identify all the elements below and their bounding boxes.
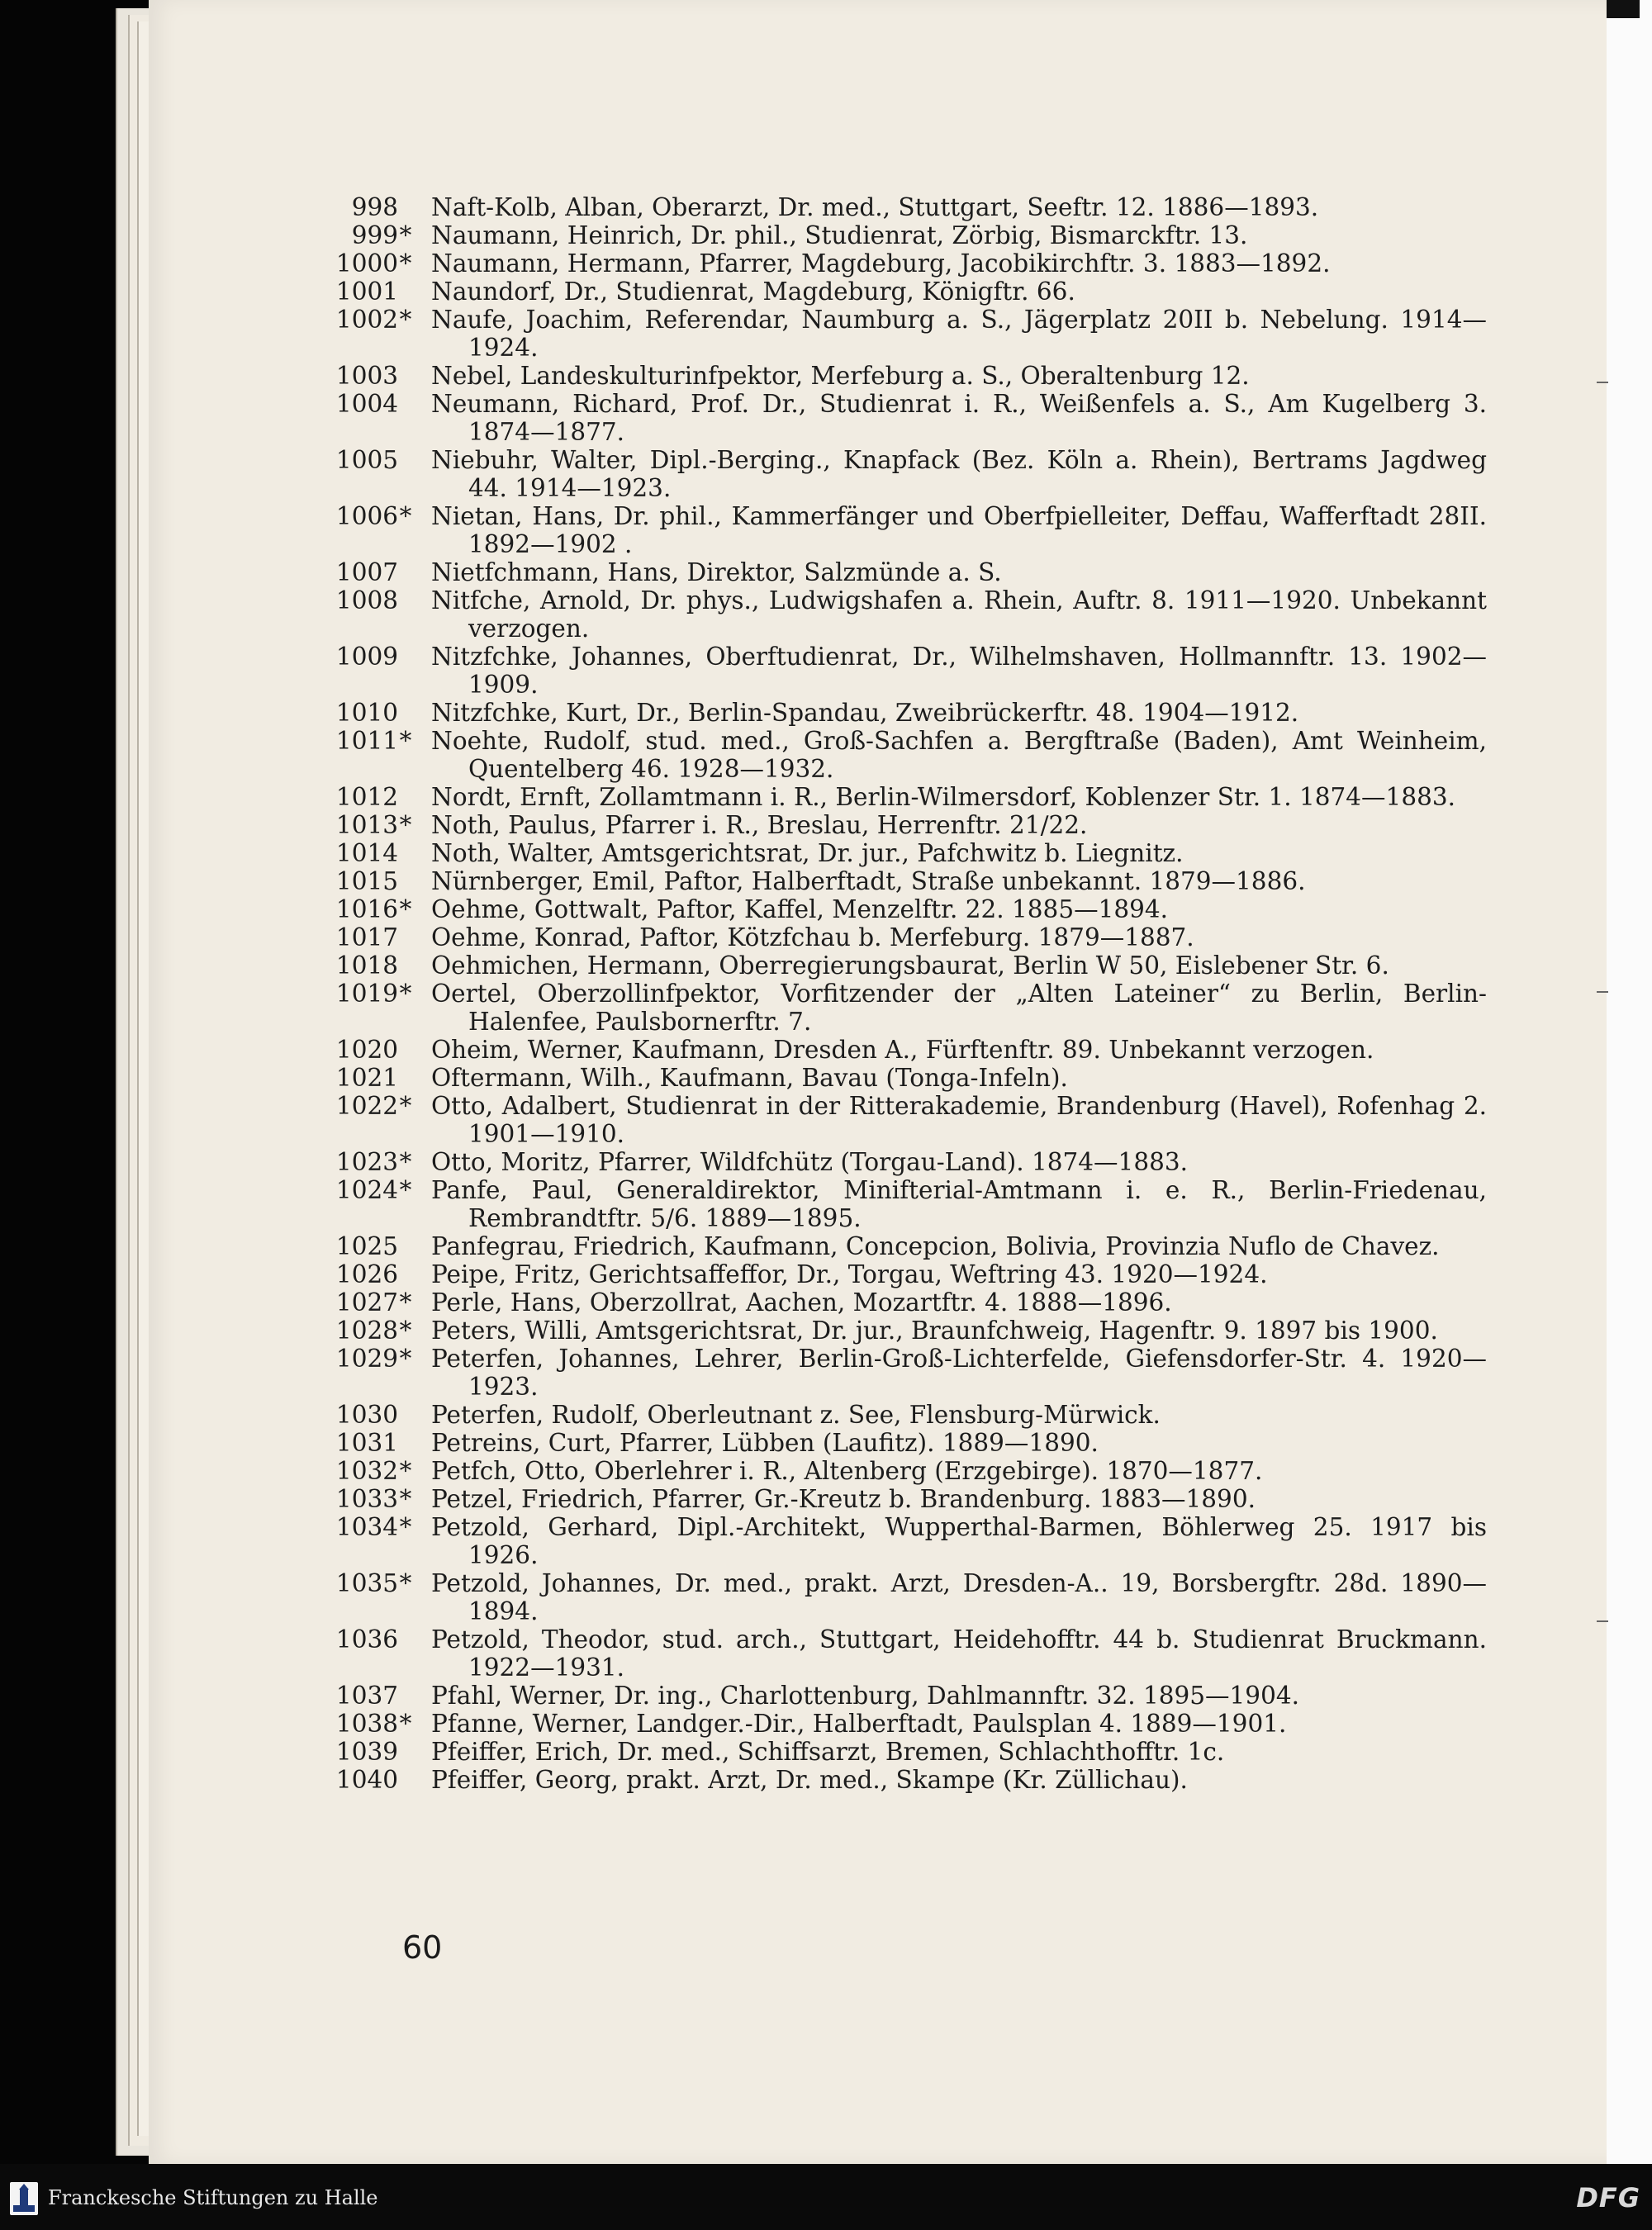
list-item xyxy=(330,1317,1487,1345)
entry-number xyxy=(330,1485,413,1513)
entry-number xyxy=(330,390,413,418)
list-item xyxy=(330,1288,1487,1317)
list-item xyxy=(330,1345,1487,1401)
list-item xyxy=(330,839,1487,867)
entry-number-value: 1002 xyxy=(335,306,398,334)
entry-text: Noth, Walter, Amtsgerichtsrat, Dr. jur., Pafchwitz b. Liegnitz. xyxy=(431,839,1184,867)
entry-number-value: 1018 xyxy=(335,951,398,980)
entry-number xyxy=(330,306,413,334)
entry-number-value: 1011 xyxy=(335,727,398,755)
entry-number xyxy=(330,1148,413,1176)
entry-number xyxy=(330,221,413,249)
entry-text: Naufe, Joachim, Referendar, Naumburg a. S., Jägerplatz 20II b. Nebelung. 1914—1924. xyxy=(431,306,1487,362)
entry-number-value: 1028 xyxy=(335,1317,398,1345)
entry-number xyxy=(330,1738,413,1766)
entry-number-value: 1038 xyxy=(335,1710,398,1738)
list-item xyxy=(330,558,1487,586)
deceased-marker: * xyxy=(399,727,412,755)
list-item xyxy=(330,1401,1487,1429)
entry-number xyxy=(330,558,413,586)
deceased-marker: * xyxy=(399,1092,412,1120)
list-item xyxy=(330,1766,1487,1794)
list-item xyxy=(330,895,1487,923)
deceased-marker: * xyxy=(399,1457,412,1485)
list-item xyxy=(330,1429,1487,1457)
list-item xyxy=(330,1569,1487,1625)
list-item xyxy=(330,1036,1487,1064)
entry-text: Nitzfchke, Kurt, Dr., Berlin-Spandau, Zweibrückerftr. 48. 1904—1912. xyxy=(431,699,1299,727)
entry-text: Petzel, Friedrich, Pfarrer, Gr.-Kreutz b. Brandenburg. 1883—1890. xyxy=(431,1485,1256,1513)
list-item xyxy=(330,249,1487,278)
entry-number xyxy=(330,811,413,839)
entry-text: Nürnberger, Emil, Paftor, Halberftadt, Straße unbekannt. 1879—1886. xyxy=(431,867,1306,895)
entry-text: Naumann, Hermann, Pfarrer, Magdeburg, Jacobikirchftr. 3. 1883—1892. xyxy=(431,249,1331,278)
entry-number xyxy=(330,895,413,923)
list-item xyxy=(330,1485,1487,1513)
deceased-marker: * xyxy=(399,1148,412,1176)
entry-text: Nebel, Landeskulturinfpektor, Merfeburg a. S., Oberaltenburg 12. xyxy=(431,362,1250,390)
entry-text: Noehte, Rudolf, stud. med., Groß-Sachfen a. Bergftraße (Baden), Amt Weinheim, Quentelberg 46. 1928—1932. xyxy=(431,727,1487,783)
deceased-marker: * xyxy=(399,1345,412,1373)
entry-text: Oftermann, Wilh., Kaufmann, Bavau (Tonga-Infeln). xyxy=(431,1064,1068,1092)
entry-number-value: 1039 xyxy=(335,1738,398,1766)
list-item xyxy=(330,980,1487,1036)
list-item xyxy=(330,1148,1487,1176)
entry-text: Petzold, Johannes, Dr. med., prakt. Arzt, Dresden-A.. 19, Borsbergftr. 28d. 1890—1894. xyxy=(431,1569,1487,1625)
deceased-marker: * xyxy=(399,306,412,334)
entry-text: Pfanne, Werner, Landger.-Dir., Halberftadt, Paulsplan 4. 1889—1901. xyxy=(431,1710,1287,1738)
entry-number-value: 1030 xyxy=(335,1401,398,1429)
entry-number-value: 1021 xyxy=(335,1064,398,1092)
entry-text: Peters, Willi, Amtsgerichtsrat, Dr. jur., Braunfchweig, Hagenftr. 9. 1897 bis 1900. xyxy=(431,1317,1438,1345)
entry-text: Nordt, Ernft, Zollamtmann i. R., Berlin-Wilmersdorf, Koblenzer Str. 1. 1874—1883. xyxy=(431,783,1456,811)
list-item xyxy=(330,1513,1487,1569)
entry-number xyxy=(330,867,413,895)
entry-number xyxy=(330,1682,413,1710)
entry-text: Peterfen, Johannes, Lehrer, Berlin-Groß-Lichterfelde, Giefensdorfer-Str. 4. 1920—1923. xyxy=(431,1345,1487,1401)
entry-number-value: 1019 xyxy=(335,980,398,1008)
entry-number xyxy=(330,1317,413,1345)
entry-number-value: 1000 xyxy=(335,249,398,278)
deceased-marker: * xyxy=(399,249,412,278)
entry-number-value: 1015 xyxy=(335,867,398,895)
entry-number-value: 1013 xyxy=(335,811,398,839)
entry-number xyxy=(330,249,413,278)
entry-text: Nietan, Hans, Dr. phil., Kammerfänger und Oberfpielleiter, Deffau, Wafferftadt 28II. 1892—1902 . xyxy=(431,502,1487,558)
entry-number xyxy=(330,1176,413,1204)
entry-number-value: 1008 xyxy=(335,586,398,614)
entry-text: Nietfchmann, Hans, Direktor, Salzmünde a. S. xyxy=(431,558,1002,586)
list-item xyxy=(330,783,1487,811)
entry-text: Otto, Moritz, Pfarrer, Wildfchütz (Torgau-Land). 1874—1883. xyxy=(431,1148,1189,1176)
entry-number xyxy=(330,446,413,474)
entry-number xyxy=(330,1401,413,1429)
entry-number-value: 998 xyxy=(351,193,398,221)
margin-tick xyxy=(1597,1620,1608,1622)
entry-number-value: 1033 xyxy=(335,1485,398,1513)
entry-number-value: 1035 xyxy=(335,1569,398,1597)
page-corner xyxy=(1607,0,1640,18)
entry-text: Pfeiffer, Erich, Dr. med., Schiffsarzt, Bremen, Schlachthofftr. 1c. xyxy=(431,1738,1225,1766)
deceased-marker: * xyxy=(399,1176,412,1204)
entry-number-value: 1006 xyxy=(335,502,398,530)
entry-number-value: 1001 xyxy=(335,278,398,306)
entry-text: Pfahl, Werner, Dr. ing., Charlottenburg, Dahlmannftr. 32. 1895—1904. xyxy=(431,1682,1299,1710)
entry-number xyxy=(330,980,413,1008)
entry-text: Niebuhr, Walter, Dipl.-Berging., Knapfack (Bez. Köln a. Rhein), Bertrams Jagdweg 44. 1914—1923. xyxy=(431,446,1487,502)
entry-number-value: 1017 xyxy=(335,923,398,951)
entry-number xyxy=(330,1036,413,1064)
list-item xyxy=(330,1682,1487,1710)
entry-number xyxy=(330,951,413,980)
entry-number xyxy=(330,1092,413,1120)
entry-number xyxy=(330,1260,413,1288)
list-item xyxy=(330,1176,1487,1232)
entry-number xyxy=(330,1429,413,1457)
list-item xyxy=(330,502,1487,558)
entry-text: Oheim, Werner, Kaufmann, Dresden A., Fürftenftr. 89. Unbekannt verzogen. xyxy=(431,1036,1374,1064)
entry-text: Nitfche, Arnold, Dr. phys., Ludwigshafen a. Rhein, Auftr. 8. 1911—1920. Unbekannt verzogen. xyxy=(431,586,1487,643)
entry-number-value: 1037 xyxy=(335,1682,398,1710)
entry-number-value: 1003 xyxy=(335,362,398,390)
entry-number xyxy=(330,1766,413,1794)
deceased-marker: * xyxy=(399,980,412,1008)
entry-number xyxy=(330,699,413,727)
entry-text: Peipe, Fritz, Gerichtsaffeffor, Dr., Torgau, Weftring 43. 1920—1924. xyxy=(431,1260,1268,1288)
viewer-footer xyxy=(0,2164,1652,2230)
deceased-marker: * xyxy=(399,895,412,923)
list-item xyxy=(330,699,1487,727)
entry-number-value: 1026 xyxy=(335,1260,398,1288)
deceased-marker: * xyxy=(399,811,412,839)
entry-number-value: 1034 xyxy=(335,1513,398,1541)
deceased-marker: * xyxy=(399,221,412,249)
entry-number xyxy=(330,1513,413,1541)
list-item xyxy=(330,306,1487,362)
entry-number-value: 1009 xyxy=(335,643,398,671)
entry-text: Perle, Hans, Oberzollrat, Aachen, Mozartftr. 4. 1888—1896. xyxy=(431,1288,1172,1317)
list-item xyxy=(330,867,1487,895)
deceased-marker: * xyxy=(399,502,412,530)
entry-number xyxy=(330,502,413,530)
deceased-marker: * xyxy=(399,1569,412,1597)
entry-number xyxy=(330,783,413,811)
entry-number-value: 1010 xyxy=(335,699,398,727)
list-item xyxy=(330,923,1487,951)
entry-text: Nitzfchke, Johannes, Oberftudienrat, Dr., Wilhelmshaven, Hollmannftr. 13. 1902—1909. xyxy=(431,643,1487,699)
entry-number-value: 1020 xyxy=(335,1036,398,1064)
entry-number-value: 1025 xyxy=(335,1232,398,1260)
right-margin-strip xyxy=(1607,0,1652,2164)
entry-number xyxy=(330,362,413,390)
deceased-marker: * xyxy=(399,1485,412,1513)
entry-text: Oehme, Gottwalt, Paftor, Kaffel, Menzelftr. 22. 1885—1894. xyxy=(431,895,1169,923)
deceased-marker: * xyxy=(399,1288,412,1317)
entry-number xyxy=(330,1569,413,1597)
list-item xyxy=(330,278,1487,306)
entry-text: Oehmichen, Hermann, Oberregierungsbaurat, Berlin W 50, Eislebener Str. 6. xyxy=(431,951,1389,980)
deceased-marker: * xyxy=(399,1317,412,1345)
deceased-marker: * xyxy=(399,1513,412,1541)
entry-number xyxy=(330,1457,413,1485)
entry-number-value: 1027 xyxy=(335,1288,398,1317)
entry-text: Otto, Adalbert, Studienrat in der Ritterakademie, Brandenburg (Havel), Rofenhag 2. 1901—1910. xyxy=(431,1092,1487,1148)
entry-number xyxy=(330,586,413,614)
entry-text: Panfe, Paul, Generaldirektor, Minifterial-Amtmann i. e. R., Berlin-Friedenau, Rembrandtftr. 5/6. 1889—1895. xyxy=(431,1176,1487,1232)
entry-number xyxy=(330,839,413,867)
entry-number xyxy=(330,923,413,951)
entry-number-value: 1016 xyxy=(335,895,398,923)
entry-text: Petreins, Curt, Pfarrer, Lübben (Laufitz). 1889—1890. xyxy=(431,1429,1099,1457)
entry-number-value: 1036 xyxy=(335,1625,398,1654)
list-item xyxy=(330,362,1487,390)
entry-number xyxy=(330,1064,413,1092)
entry-text: Petfch, Otto, Oberlehrer i. R., Altenberg (Erzgebirge). 1870—1877. xyxy=(431,1457,1263,1485)
entry-number-value: 1007 xyxy=(335,558,398,586)
entry-number-value: 999 xyxy=(351,221,398,249)
list-item xyxy=(330,586,1487,643)
entry-number xyxy=(330,1232,413,1260)
entry-text: Petzold, Gerhard, Dipl.-Architekt, Wupperthal-Barmen, Böhlerweg 25. 1917 bis 1926. xyxy=(431,1513,1487,1569)
entry-number xyxy=(330,1288,413,1317)
list-item xyxy=(330,1232,1487,1260)
deceased-marker: * xyxy=(399,1710,412,1738)
list-item xyxy=(330,390,1487,446)
entry-number xyxy=(330,643,413,671)
list-item xyxy=(330,1625,1487,1682)
entry-text: Oertel, Oberzollinfpektor, Vorfitzender der „Alten Lateiner“ zu Berlin, Berlin-Halenfee, Paulsbornerftr. 7. xyxy=(431,980,1487,1036)
list-item xyxy=(330,1738,1487,1766)
entry-list xyxy=(330,193,1487,1794)
institution-name: Franckesche Stiftungen zu Halle xyxy=(48,2186,378,2209)
entry-number-value: 1012 xyxy=(335,783,398,811)
list-item xyxy=(330,1064,1487,1092)
list-item xyxy=(330,446,1487,502)
list-item xyxy=(330,1260,1487,1288)
entry-text: Naundorf, Dr., Studienrat, Magdeburg, Königftr. 66. xyxy=(431,278,1075,306)
entry-text: Naumann, Heinrich, Dr. phil., Studienrat, Zörbig, Bismarckftr. 13. xyxy=(431,221,1248,249)
list-item xyxy=(330,727,1487,783)
list-item xyxy=(330,1710,1487,1738)
entry-text: Petzold, Theodor, stud. arch., Stuttgart, Heidehofftr. 44 b. Studienrat Bruckmann. 1922—1931. xyxy=(431,1625,1487,1682)
entry-number xyxy=(330,1710,413,1738)
entry-number xyxy=(330,278,413,306)
entry-number-value: 1032 xyxy=(335,1457,398,1485)
francke-logo-icon xyxy=(10,2182,38,2215)
entry-number-value: 1023 xyxy=(335,1148,398,1176)
entry-text: Peterfen, Rudolf, Oberleutnant z. See, Flensburg-Mürwick. xyxy=(431,1401,1161,1429)
page-number: 60 xyxy=(402,1929,443,1966)
entry-number xyxy=(330,727,413,755)
entry-text: Oehme, Konrad, Paftor, Kötzfchau b. Merfeburg. 1879—1887. xyxy=(431,923,1194,951)
entry-text: Pfeiffer, Georg, prakt. Arzt, Dr. med., Skampe (Kr. Züllichau). xyxy=(431,1766,1188,1794)
entry-number-value: 1022 xyxy=(335,1092,398,1120)
margin-tick xyxy=(1597,382,1608,383)
margin-tick xyxy=(1597,991,1608,993)
entry-number-value: 1040 xyxy=(335,1766,398,1794)
entry-number xyxy=(330,193,413,221)
list-item xyxy=(330,221,1487,249)
list-item xyxy=(330,951,1487,980)
entry-number-value: 1024 xyxy=(335,1176,398,1204)
list-item xyxy=(330,193,1487,221)
entry-number xyxy=(330,1625,413,1654)
entry-number-value: 1031 xyxy=(335,1429,398,1457)
entry-number-value: 1029 xyxy=(335,1345,398,1373)
list-item xyxy=(330,811,1487,839)
entry-text: Naft-Kolb, Alban, Oberarzt, Dr. med., Stuttgart, Seeftr. 12. 1886—1893. xyxy=(431,193,1319,221)
entry-number-value: 1004 xyxy=(335,390,398,418)
entry-text: Panfegrau, Friedrich, Kaufmann, Concepcion, Bolivia, Provinzia Nuflo de Chavez. xyxy=(431,1232,1440,1260)
entry-number xyxy=(330,1345,413,1373)
list-item xyxy=(330,1457,1487,1485)
entry-text: Neumann, Richard, Prof. Dr., Studienrat i. R., Weißenfels a. S., Am Kugelberg 3. 1874—1877. xyxy=(431,390,1487,446)
list-item xyxy=(330,643,1487,699)
list-item xyxy=(330,1092,1487,1148)
dfg-logo: DFG xyxy=(1576,2182,1640,2213)
entry-text: Noth, Paulus, Pfarrer i. R., Breslau, Herrenftr. 21/22. xyxy=(431,811,1088,839)
entry-number-value: 1014 xyxy=(335,839,398,867)
entry-number-value: 1005 xyxy=(335,446,398,474)
